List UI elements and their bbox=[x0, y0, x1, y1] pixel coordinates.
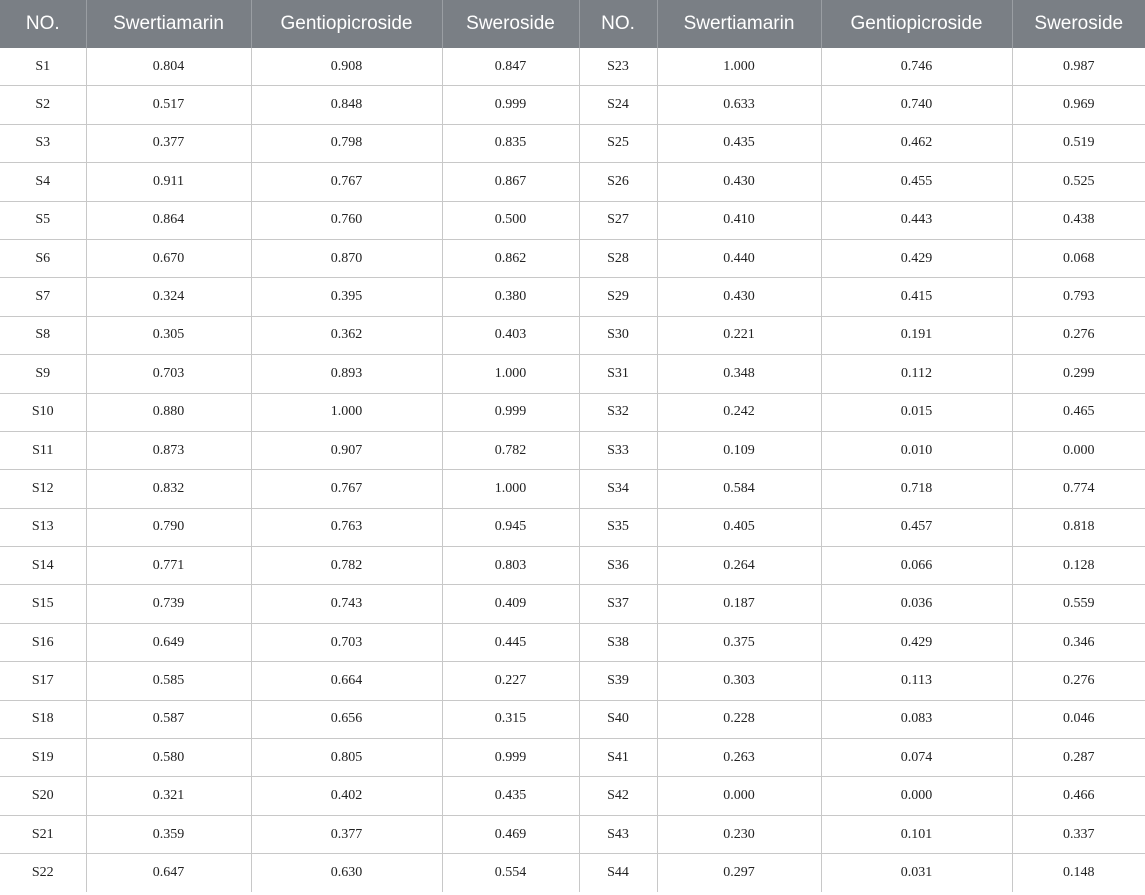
swertiamarin-cell: 0.264 bbox=[657, 547, 821, 585]
gentiopicroside-cell: 0.402 bbox=[251, 777, 442, 815]
swertiamarin-cell: 0.880 bbox=[86, 393, 251, 431]
swertiamarin-cell: 0.585 bbox=[86, 662, 251, 700]
sweroside-cell: 0.000 bbox=[1012, 431, 1145, 469]
sweroside-cell: 0.782 bbox=[442, 431, 579, 469]
table-row bbox=[0, 854, 1145, 892]
sweroside-cell: 1.000 bbox=[442, 355, 579, 393]
sample-id-cell: S25 bbox=[579, 124, 657, 162]
no-header: NO. bbox=[579, 0, 657, 48]
sample-id-cell: S41 bbox=[579, 739, 657, 777]
gentiopicroside-cell: 0.767 bbox=[251, 163, 442, 201]
sample-id-cell: S21 bbox=[0, 815, 86, 853]
swertiamarin-cell: 0.109 bbox=[657, 431, 821, 469]
sweroside-cell: 0.559 bbox=[1012, 585, 1145, 623]
table-row bbox=[0, 239, 1145, 277]
sweroside-cell: 0.227 bbox=[442, 662, 579, 700]
gentiopicroside-cell: 0.908 bbox=[251, 48, 442, 86]
sample-id-cell: S19 bbox=[0, 739, 86, 777]
table-row bbox=[0, 777, 1145, 815]
sample-id-cell: S24 bbox=[579, 86, 657, 124]
sample-id-cell: S18 bbox=[0, 700, 86, 738]
gentiopicroside-cell: 0.703 bbox=[251, 623, 442, 661]
sample-id-cell: S33 bbox=[579, 431, 657, 469]
sample-id-cell: S36 bbox=[579, 547, 657, 585]
gentiopicroside-cell: 0.074 bbox=[821, 739, 1012, 777]
gentiopicroside-cell: 0.664 bbox=[251, 662, 442, 700]
swertiamarin-cell: 0.790 bbox=[86, 508, 251, 546]
sweroside-cell: 0.835 bbox=[442, 124, 579, 162]
gentiopicroside-cell: 0.015 bbox=[821, 393, 1012, 431]
gentiopicroside-cell: 0.718 bbox=[821, 470, 1012, 508]
gentiopicroside-cell: 0.455 bbox=[821, 163, 1012, 201]
sample-id-cell: S8 bbox=[0, 316, 86, 354]
gentiopicroside-cell: 0.767 bbox=[251, 470, 442, 508]
sweroside-cell: 0.409 bbox=[442, 585, 579, 623]
sweroside-cell: 0.818 bbox=[1012, 508, 1145, 546]
sweroside-cell: 0.867 bbox=[442, 163, 579, 201]
header-row bbox=[0, 0, 1145, 48]
gentiopicroside-cell: 0.763 bbox=[251, 508, 442, 546]
gentiopicroside-cell: 0.083 bbox=[821, 700, 1012, 738]
swertiamarin-cell: 0.377 bbox=[86, 124, 251, 162]
sweroside-cell: 0.945 bbox=[442, 508, 579, 546]
sweroside-header: Sweroside bbox=[1012, 0, 1145, 48]
gentiopicroside-cell: 0.805 bbox=[251, 739, 442, 777]
swertiamarin-cell: 0.303 bbox=[657, 662, 821, 700]
swertiamarin-cell: 0.649 bbox=[86, 623, 251, 661]
swertiamarin-cell: 0.375 bbox=[657, 623, 821, 661]
gentiopicroside-cell: 0.798 bbox=[251, 124, 442, 162]
swertiamarin-cell: 0.228 bbox=[657, 700, 821, 738]
gentiopicroside-cell: 0.740 bbox=[821, 86, 1012, 124]
swertiamarin-cell: 0.587 bbox=[86, 700, 251, 738]
sweroside-cell: 0.793 bbox=[1012, 278, 1145, 316]
table-row bbox=[0, 815, 1145, 853]
gentiopicroside-cell: 0.760 bbox=[251, 201, 442, 239]
sample-id-cell: S43 bbox=[579, 815, 657, 853]
gentiopicroside-cell: 0.462 bbox=[821, 124, 1012, 162]
table-row bbox=[0, 124, 1145, 162]
sweroside-cell: 0.380 bbox=[442, 278, 579, 316]
swertiamarin-cell: 0.230 bbox=[657, 815, 821, 853]
sweroside-cell: 0.046 bbox=[1012, 700, 1145, 738]
gentiopicroside-cell: 0.630 bbox=[251, 854, 442, 892]
gentiopicroside-header: Gentiopicroside bbox=[251, 0, 442, 48]
table-row bbox=[0, 662, 1145, 700]
sample-id-cell: S13 bbox=[0, 508, 86, 546]
sweroside-cell: 0.525 bbox=[1012, 163, 1145, 201]
swertiamarin-cell: 0.647 bbox=[86, 854, 251, 892]
sweroside-cell: 0.445 bbox=[442, 623, 579, 661]
sweroside-cell: 0.068 bbox=[1012, 239, 1145, 277]
gentiopicroside-cell: 0.893 bbox=[251, 355, 442, 393]
sample-id-cell: S35 bbox=[579, 508, 657, 546]
sample-id-cell: S29 bbox=[579, 278, 657, 316]
sample-id-cell: S32 bbox=[579, 393, 657, 431]
sample-id-cell: S34 bbox=[579, 470, 657, 508]
sample-id-cell: S40 bbox=[579, 700, 657, 738]
table-row bbox=[0, 470, 1145, 508]
swertiamarin-cell: 0.324 bbox=[86, 278, 251, 316]
sample-id-cell: S9 bbox=[0, 355, 86, 393]
swertiamarin-cell: 0.703 bbox=[86, 355, 251, 393]
gentiopicroside-cell: 0.429 bbox=[821, 623, 1012, 661]
sweroside-cell: 0.554 bbox=[442, 854, 579, 892]
swertiamarin-cell: 0.263 bbox=[657, 739, 821, 777]
table-row bbox=[0, 163, 1145, 201]
swertiamarin-cell: 0.297 bbox=[657, 854, 821, 892]
sweroside-cell: 0.847 bbox=[442, 48, 579, 86]
swertiamarin-cell: 1.000 bbox=[657, 48, 821, 86]
swertiamarin-header: Swertiamarin bbox=[86, 0, 251, 48]
swertiamarin-cell: 0.804 bbox=[86, 48, 251, 86]
swertiamarin-cell: 0.633 bbox=[657, 86, 821, 124]
swertiamarin-cell: 0.517 bbox=[86, 86, 251, 124]
sample-id-cell: S6 bbox=[0, 239, 86, 277]
sample-id-cell: S22 bbox=[0, 854, 86, 892]
no-header: NO. bbox=[0, 0, 86, 48]
gentiopicroside-cell: 0.907 bbox=[251, 431, 442, 469]
gentiopicroside-header: Gentiopicroside bbox=[821, 0, 1012, 48]
sample-id-cell: S17 bbox=[0, 662, 86, 700]
gentiopicroside-cell: 0.000 bbox=[821, 777, 1012, 815]
swertiamarin-cell: 0.739 bbox=[86, 585, 251, 623]
sample-id-cell: S20 bbox=[0, 777, 86, 815]
sweroside-cell: 0.148 bbox=[1063, 864, 1095, 880]
swertiamarin-cell: 0.440 bbox=[657, 239, 821, 277]
gentiopicroside-cell: 0.036 bbox=[821, 585, 1012, 623]
swertiamarin-cell: 0.864 bbox=[86, 201, 251, 239]
sample-id-cell: S30 bbox=[579, 316, 657, 354]
table-row bbox=[0, 547, 1145, 585]
sample-id-cell: S23 bbox=[579, 48, 657, 86]
gentiopicroside-cell: 0.746 bbox=[821, 48, 1012, 86]
sweroside-cell: 0.969 bbox=[1012, 86, 1145, 124]
sweroside-cell: 0.774 bbox=[1012, 470, 1145, 508]
gentiopicroside-cell: 0.066 bbox=[821, 547, 1012, 585]
swertiamarin-cell: 0.305 bbox=[86, 316, 251, 354]
sweroside-cell: 0.438 bbox=[1012, 201, 1145, 239]
swertiamarin-cell: 0.430 bbox=[657, 163, 821, 201]
swertiamarin-cell: 0.911 bbox=[86, 163, 251, 201]
sweroside-cell: 0.276 bbox=[1012, 662, 1145, 700]
sample-id-cell: S3 bbox=[0, 124, 86, 162]
gentiopicroside-cell: 0.870 bbox=[251, 239, 442, 277]
sweroside-cell: 0.803 bbox=[442, 547, 579, 585]
swertiamarin-cell: 0.221 bbox=[657, 316, 821, 354]
swertiamarin-cell: 0.832 bbox=[86, 470, 251, 508]
table-row bbox=[0, 48, 1145, 86]
swertiamarin-cell: 0.435 bbox=[657, 124, 821, 162]
sample-id-cell: S12 bbox=[0, 470, 86, 508]
sample-id-cell: S14 bbox=[0, 547, 86, 585]
sweroside-cell: 0.999 bbox=[442, 86, 579, 124]
sweroside-cell: 0.299 bbox=[1012, 355, 1145, 393]
sweroside-header: Sweroside bbox=[442, 0, 579, 48]
sweroside-cell: 1.000 bbox=[442, 470, 579, 508]
sample-id-cell: S37 bbox=[579, 585, 657, 623]
sample-id-cell: S7 bbox=[0, 278, 86, 316]
sample-id-cell: S38 bbox=[579, 623, 657, 661]
swertiamarin-header: Swertiamarin bbox=[657, 0, 821, 48]
sample-id-cell: S1 bbox=[0, 48, 86, 86]
gentiopicroside-cell: 0.429 bbox=[821, 239, 1012, 277]
sweroside-cell: 0.435 bbox=[442, 777, 579, 815]
table-row bbox=[0, 431, 1145, 469]
sweroside-cell: 0.862 bbox=[442, 239, 579, 277]
table-row bbox=[0, 278, 1145, 316]
sample-id-cell: S11 bbox=[0, 431, 86, 469]
sample-id-cell: S4 bbox=[0, 163, 86, 201]
sample-id-cell: S15 bbox=[0, 585, 86, 623]
sweroside-cell: 0.466 bbox=[1012, 777, 1145, 815]
sample-id-cell: S16 bbox=[0, 623, 86, 661]
table-row bbox=[0, 86, 1145, 124]
swertiamarin-cell: 0.242 bbox=[657, 393, 821, 431]
table-row bbox=[0, 700, 1145, 738]
swertiamarin-cell: 0.321 bbox=[86, 777, 251, 815]
table-row bbox=[0, 316, 1145, 354]
sample-id-cell: S2 bbox=[0, 86, 86, 124]
sweroside-cell: 0.469 bbox=[442, 815, 579, 853]
sweroside-cell: 0.346 bbox=[1012, 623, 1145, 661]
table-row bbox=[0, 201, 1145, 239]
sample-id-cell: S31 bbox=[579, 355, 657, 393]
swertiamarin-cell: 0.771 bbox=[86, 547, 251, 585]
table-row bbox=[0, 508, 1145, 546]
sweroside-cell: 0.500 bbox=[442, 201, 579, 239]
sweroside-cell: 0.999 bbox=[442, 739, 579, 777]
gentiopicroside-cell: 0.112 bbox=[821, 355, 1012, 393]
swertiamarin-cell: 0.873 bbox=[86, 431, 251, 469]
sample-id-cell: S26 bbox=[579, 163, 657, 201]
sweroside-cell: 0.987 bbox=[1012, 48, 1145, 86]
sample-id-cell: S44 bbox=[579, 854, 657, 892]
sweroside-cell: 0.287 bbox=[1012, 739, 1145, 777]
sweroside-cell: 0.128 bbox=[1012, 547, 1145, 585]
gentiopicroside-cell: 0.191 bbox=[821, 316, 1012, 354]
gentiopicroside-cell: 0.782 bbox=[251, 547, 442, 585]
table-row bbox=[0, 739, 1145, 777]
table-row bbox=[0, 355, 1145, 393]
gentiopicroside-cell: 0.101 bbox=[821, 815, 1012, 853]
gentiopicroside-cell: 1.000 bbox=[251, 393, 442, 431]
sample-id-cell: S27 bbox=[579, 201, 657, 239]
table-row bbox=[0, 585, 1145, 623]
sweroside-cell: 0.519 bbox=[1012, 124, 1145, 162]
swertiamarin-cell: 0.580 bbox=[86, 739, 251, 777]
gentiopicroside-cell: 0.415 bbox=[821, 278, 1012, 316]
gentiopicroside-cell: 0.743 bbox=[251, 585, 442, 623]
gentiopicroside-cell: 0.457 bbox=[821, 508, 1012, 546]
gentiopicroside-cell: 0.010 bbox=[821, 431, 1012, 469]
gentiopicroside-cell: 0.113 bbox=[821, 662, 1012, 700]
sweroside-cell: 0.465 bbox=[1012, 393, 1145, 431]
gentiopicroside-cell: 0.656 bbox=[251, 700, 442, 738]
swertiamarin-cell: 0.000 bbox=[657, 777, 821, 815]
swertiamarin-cell: 0.187 bbox=[657, 585, 821, 623]
sweroside-cell: 0.337 bbox=[1012, 815, 1145, 853]
sweroside-cell: 0.403 bbox=[442, 316, 579, 354]
swertiamarin-cell: 0.584 bbox=[657, 470, 821, 508]
sweroside-cell: 0.315 bbox=[442, 700, 579, 738]
sample-id-cell: S5 bbox=[0, 201, 86, 239]
swertiamarin-cell: 0.670 bbox=[86, 239, 251, 277]
sample-id-cell: S42 bbox=[579, 777, 657, 815]
table-row bbox=[0, 623, 1145, 661]
sample-id-cell: S10 bbox=[0, 393, 86, 431]
sweroside-cell: 0.999 bbox=[442, 393, 579, 431]
gentiopicroside-cell: 0.395 bbox=[251, 278, 442, 316]
sample-id-cell: S39 bbox=[579, 662, 657, 700]
swertiamarin-cell: 0.430 bbox=[657, 278, 821, 316]
swertiamarin-cell: 0.348 bbox=[657, 355, 821, 393]
sweroside-cell: 0.276 bbox=[1012, 316, 1145, 354]
swertiamarin-cell: 0.359 bbox=[86, 815, 251, 853]
table-body bbox=[0, 48, 1145, 892]
gentiopicroside-cell: 0.848 bbox=[251, 86, 442, 124]
gentiopicroside-cell: 0.377 bbox=[251, 815, 442, 853]
gentiopicroside-cell: 0.362 bbox=[251, 316, 442, 354]
swertiamarin-cell: 0.410 bbox=[657, 201, 821, 239]
gentiopicroside-cell: 0.031 bbox=[821, 854, 1012, 892]
swertiamarin-cell: 0.405 bbox=[657, 508, 821, 546]
gentiopicroside-cell: 0.443 bbox=[821, 201, 1012, 239]
sample-id-cell: S28 bbox=[579, 239, 657, 277]
table-row bbox=[0, 393, 1145, 431]
